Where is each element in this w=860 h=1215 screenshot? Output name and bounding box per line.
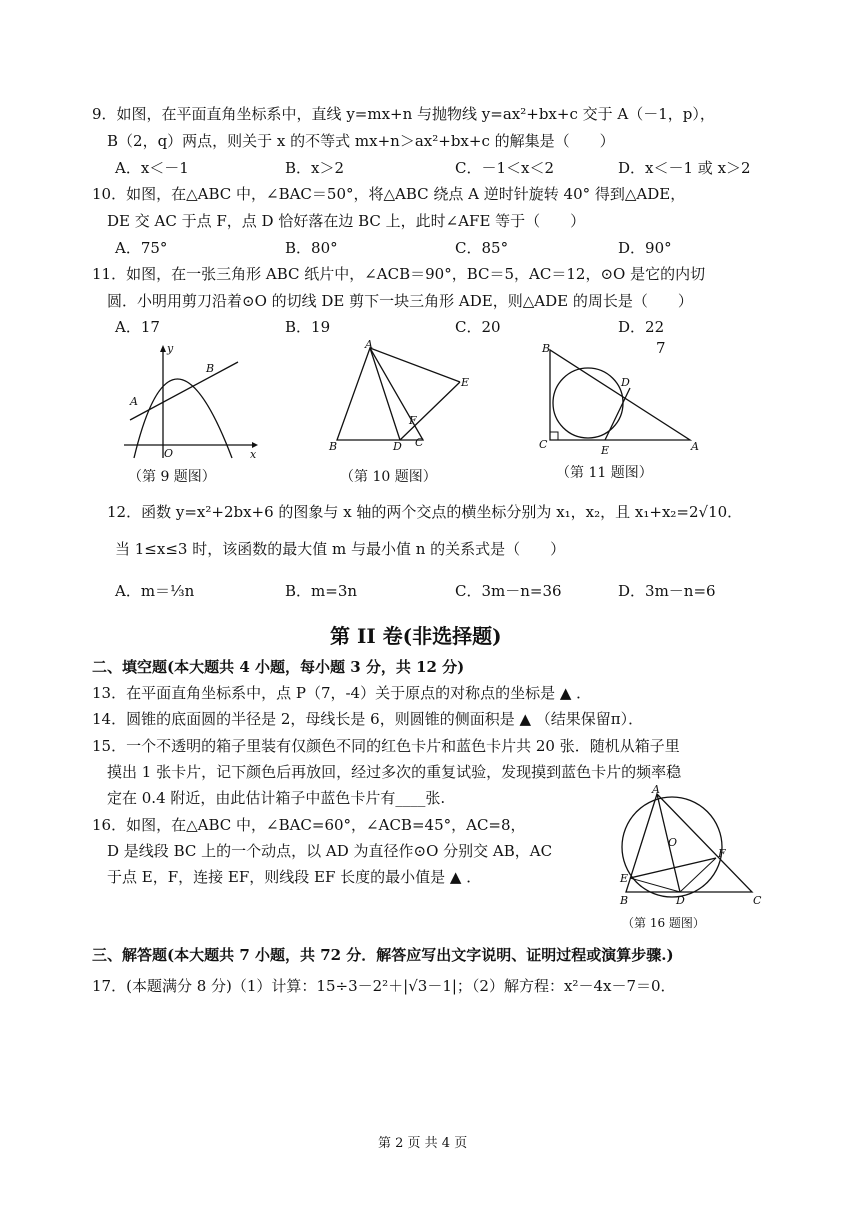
svg-text:x: x xyxy=(250,448,257,461)
svg-text:A: A xyxy=(130,395,138,408)
q10-option-d: D．90° xyxy=(618,239,672,257)
svg-text:A: A xyxy=(691,440,699,453)
q9-line2: B（2，q）两点，则关于 x 的不等式 mx+n＞ax²+bx+c 的解集是（ ） xyxy=(107,132,615,150)
svg-text:y: y xyxy=(167,342,174,355)
q10-option-c: C．85° xyxy=(455,239,509,257)
q12-line2: 当 1≤x≤3 时，该函数的最大值 m 与最小值 n 的关系式是（ ） xyxy=(115,540,566,558)
figure-16 xyxy=(612,784,772,909)
figure-10 xyxy=(325,340,475,455)
svg-text:D: D xyxy=(621,376,630,389)
svg-text:C: C xyxy=(415,436,424,449)
q10-option-a: A．75° xyxy=(115,239,168,257)
svg-text:D: D xyxy=(676,894,685,907)
svg-text:B: B xyxy=(620,894,629,907)
q11-option-b: B．19 xyxy=(285,318,331,336)
figure-9 xyxy=(120,340,260,462)
q10-line2: DE 交 AC 于点 F，点 D 恰好落在边 BC 上，此时∠AFE 等于（ ） xyxy=(107,212,586,230)
svg-text:O: O xyxy=(164,447,174,460)
q16-line3: 于点 E，F，连接 EF，则线段 EF 长度的最小值是 ▲ ． xyxy=(107,868,482,886)
svg-text:F: F xyxy=(718,847,726,860)
q14: 14．圆锥的底面圆的半径是 2，母线长是 6，则圆锥的侧面积是 ▲ （结果保留π）． xyxy=(92,710,644,728)
q9-option-d: D．x＜－1 或 x＞2 xyxy=(618,159,751,177)
figure-11-caption: （第 11 题图） xyxy=(556,465,653,481)
svg-text:A: A xyxy=(652,784,660,796)
svg-text:E: E xyxy=(601,444,610,457)
q17: 17．(本题满分 8 分)（1）计算：15÷3－2²＋|√3－1|；（2）解方程：x²－4x－7＝0． xyxy=(92,977,676,995)
q11-option-a: A．17 xyxy=(115,318,160,336)
svg-text:E: E xyxy=(620,872,629,885)
q9-option-a: A．x＜－1 xyxy=(115,159,189,177)
figure-11-mark: 7 xyxy=(656,339,666,357)
q12-line1: 12．函数 y=x²+2bx+6 的图象与 x 轴的两个交点的横坐标分别为 x₁，x₂，且 x₁+x₂=2√10． xyxy=(107,503,743,521)
q11-line2: 圆．小明用剪刀沿着⊙O 的切线 DE 剪下一块三角形 ADE，则△ADE 的周长是（ ） xyxy=(107,292,693,310)
q15-line2: 摸出 1 张卡片，记下颜色后再放回，经过多次的重复试验，发现摸到蓝色卡片的频率稳 xyxy=(107,763,682,781)
q10-line1: 10．如图，在△ABC 中，∠BAC＝50°，将△ABC 绕点 A 逆时针旋转 40° 得到△ADE， xyxy=(92,185,686,203)
q11-option-d: D．22 xyxy=(618,318,665,336)
svg-text:C: C xyxy=(539,438,548,451)
svg-text:A: A xyxy=(365,340,373,351)
q16-line1: 16．如图，在△ABC 中，∠BAC=60°，∠ACB=45°，AC=8， xyxy=(92,816,526,834)
q11-line1: 11．如图，在一张三角形 ABC 纸片中，∠ACB＝90°，BC＝5，AC＝12，⊙O 是它的内切 xyxy=(92,265,706,283)
q12-option-c: C．3m－n=36 xyxy=(455,582,562,600)
svg-text:F: F xyxy=(409,414,417,427)
figure-16-caption: （第 16 题图） xyxy=(622,916,705,930)
section2-heading: 二、填空题(本大题共 4 小题，每小题 3 分，共 12 分) xyxy=(92,658,465,676)
svg-text:B: B xyxy=(329,440,338,453)
figure-11 xyxy=(535,338,705,458)
q12-option-a: A．m＝⅓n xyxy=(115,582,195,600)
svg-text:E: E xyxy=(461,376,470,389)
page-footer: 第 2 页 共 4 页 xyxy=(378,1136,468,1151)
q15-line1: 15．一个不透明的箱子里装有仅颜色不同的红色卡片和蓝色卡片共 20 张．随机从箱子里 xyxy=(92,737,680,755)
q9-line1: 9．如图，在平面直角坐标系中，直线 y=mx+n 与抛物线 y=ax²+bx+c 交于 A（－1，p）， xyxy=(92,105,715,123)
svg-text:D: D xyxy=(393,440,402,453)
figure-10-caption: （第 10 题图） xyxy=(340,469,437,485)
svg-text:O: O xyxy=(668,836,678,849)
section3-heading: 三、解答题(本大题共 7 小题，共 72 分．解答应写出文字说明、证明过程或演算步骤.) xyxy=(92,946,674,964)
q16-line2: D 是线段 BC 上的一个动点，以 AD 为直径作⊙O 分别交 AB，AC xyxy=(107,842,553,860)
q12-option-d: D．3m－n=6 xyxy=(618,582,716,600)
q11-option-c: C．20 xyxy=(455,318,501,336)
part2-title: 第 II 卷(非选择题) xyxy=(330,624,502,648)
q15-line3: 定在 0.4 附近，由此估计箱子中蓝色卡片有____张. xyxy=(107,789,446,807)
q9-option-b: B．x＞2 xyxy=(285,159,345,177)
svg-text:C: C xyxy=(753,894,762,907)
q9-option-c: C．－1＜x＜2 xyxy=(455,159,555,177)
svg-text:B: B xyxy=(206,362,215,375)
figure-9-caption: （第 9 题图） xyxy=(128,469,216,485)
q13: 13．在平面直角坐标系中，点 P（7，-4）关于原点的对称点的坐标是 ▲ ． xyxy=(92,684,592,702)
q10-option-b: B．80° xyxy=(285,239,338,257)
svg-text:B: B xyxy=(542,342,551,355)
q12-option-b: B．m=3n xyxy=(285,582,358,600)
